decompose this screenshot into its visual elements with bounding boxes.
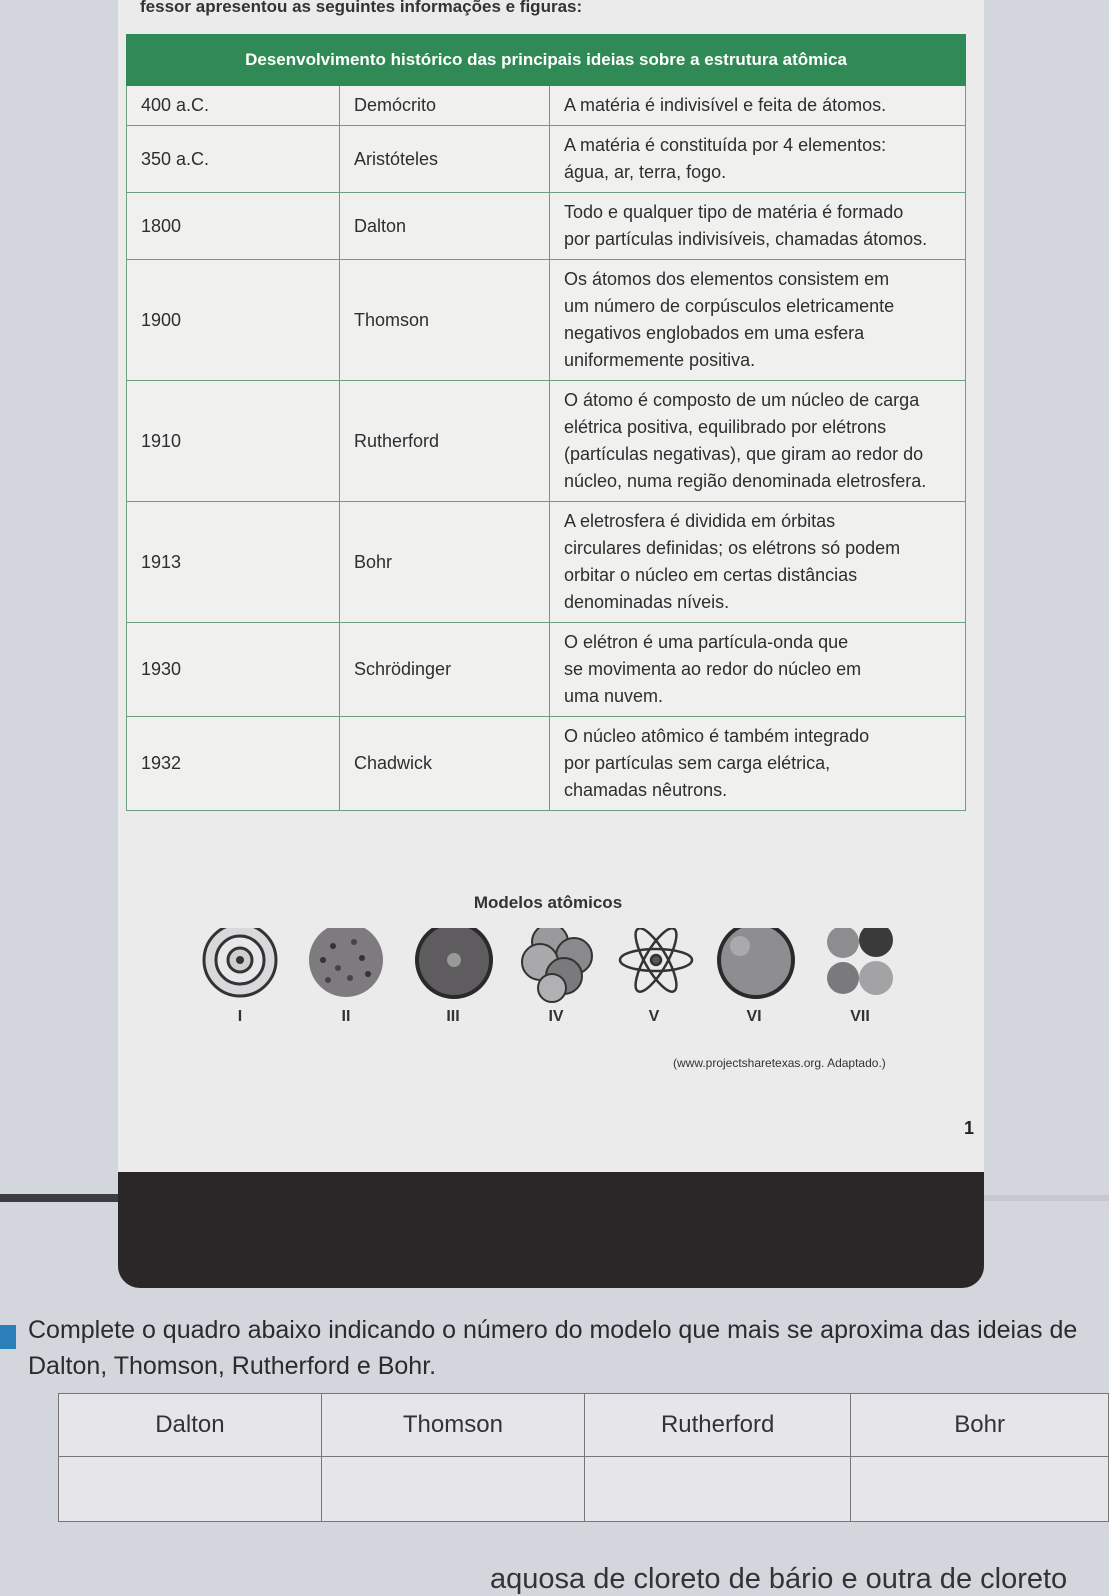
- model-vi-figure: [719, 928, 793, 997]
- row-idea-line: elétrica positiva, equilibrado por elétrons: [564, 417, 887, 437]
- history-table-wrap: [126, 34, 966, 811]
- row-idea-line: O elétron é uma partícula-onda que: [564, 632, 849, 652]
- table-row: [127, 126, 966, 193]
- row-idea: [550, 193, 966, 260]
- background-strip: [0, 1194, 118, 1202]
- row-scientist: Dalton: [340, 193, 550, 260]
- row-idea: [550, 623, 966, 717]
- model-vii-figure: [827, 928, 893, 995]
- row-idea-line: uma nuvem.: [564, 686, 664, 706]
- history-table: [126, 34, 966, 811]
- row-year: 1910: [127, 381, 340, 502]
- row-idea-line: água, ar, terra, fogo.: [564, 162, 727, 182]
- model-label: I: [237, 1008, 243, 1025]
- table-title: Desenvolvimento histórico das principais ideias sobre a estrutura atômica: [127, 35, 966, 86]
- model-iv-figure: [522, 928, 592, 1002]
- row-idea-line: O núcleo atômico é também integrado: [564, 726, 870, 746]
- row-idea-line: um número de corpúsculos eletricamente: [564, 296, 895, 316]
- row-idea-line: orbitar o núcleo em certas distâncias: [564, 565, 858, 585]
- table-row: [127, 86, 966, 126]
- row-year: 400 a.C.: [127, 86, 340, 126]
- model-label: III: [446, 1008, 460, 1025]
- answer-header-thomson: Thomson: [321, 1394, 584, 1457]
- table-row: [127, 717, 966, 811]
- row-idea-line: Os átomos dos elementos consistem em: [564, 269, 890, 289]
- answer-header-dalton: Dalton: [59, 1394, 322, 1457]
- row-scientist: Demócrito: [340, 86, 550, 126]
- row-idea-line: por partículas indivisíveis, chamadas átomos.: [564, 229, 928, 249]
- row-idea-line: uniformemente positiva.: [564, 350, 756, 370]
- row-idea: [550, 381, 966, 502]
- row-idea: [550, 502, 966, 623]
- model-label: VI: [746, 1008, 762, 1025]
- model-i-figure: [204, 928, 276, 996]
- history-table-body: [127, 86, 966, 811]
- model-label: VII: [850, 1008, 870, 1025]
- row-idea: [550, 260, 966, 381]
- answer-cell-dalton[interactable]: [59, 1457, 322, 1522]
- row-idea-line: circulares definidas; os elétrons só podem: [564, 538, 901, 558]
- table-row: [127, 260, 966, 381]
- background-strip-right: [984, 1195, 1109, 1201]
- figure-source: (www.projectsharetexas.org. Adaptado.): [673, 1056, 886, 1070]
- question-text: Complete o quadro abaixo indicando o número do modelo que mais se aproxima das ideias de Dalton, Thomson, Rutherford e Bohr.: [28, 1316, 1078, 1380]
- row-year: 1913: [127, 502, 340, 623]
- row-scientist: Thomson: [340, 260, 550, 381]
- row-idea-line: se movimenta ao redor do núcleo em: [564, 659, 862, 679]
- model-label: IV: [548, 1008, 564, 1025]
- model-v-figure: [620, 928, 692, 997]
- row-scientist: Bohr: [340, 502, 550, 623]
- model-label: II: [341, 1008, 351, 1025]
- row-idea-line: chamadas nêutrons.: [564, 780, 728, 800]
- answer-header-bohr: Bohr: [851, 1394, 1109, 1457]
- row-idea-line: negativos englobados em uma esfera: [564, 323, 865, 343]
- row-idea-line: A matéria é constituída por 4 elementos:: [564, 135, 887, 155]
- row-idea: [550, 86, 966, 126]
- row-scientist: Schrödinger: [340, 623, 550, 717]
- row-year: 350 a.C.: [127, 126, 340, 193]
- table-row: [127, 193, 966, 260]
- photo-dark-bottom: [118, 1172, 984, 1288]
- textbook-photo: [118, 0, 984, 1288]
- row-scientist: Aristóteles: [340, 126, 550, 193]
- row-year: 1930: [127, 623, 340, 717]
- row-idea-line: A eletrosfera é dividida em órbitas: [564, 511, 836, 531]
- answer-cell-bohr[interactable]: [851, 1457, 1109, 1522]
- row-scientist: Chadwick: [340, 717, 550, 811]
- row-year: 1900: [127, 260, 340, 381]
- row-idea-line: núcleo, numa região denominada eletrosfera.: [564, 471, 927, 491]
- model-iii-figure: [417, 928, 491, 997]
- question-number-marker: [0, 1325, 16, 1349]
- answer-cell-thomson[interactable]: [321, 1457, 584, 1522]
- answer-table: [58, 1393, 1109, 1522]
- intro-text: fessor apresentou as seguintes informações e figuras:: [140, 0, 583, 16]
- row-year: 1800: [127, 193, 340, 260]
- next-question-fragment: aquosa de cloreto de bário e outra de cloreto: [490, 1563, 1068, 1595]
- answer-header-rutherford: Rutherford: [585, 1394, 851, 1457]
- models-title: Modelos atômicos: [473, 893, 623, 912]
- row-idea-line: denominadas níveis.: [564, 592, 730, 612]
- table-row: [127, 623, 966, 717]
- row-idea-line: O átomo é composto de um núcleo de carga: [564, 390, 920, 410]
- row-year: 1932: [127, 717, 340, 811]
- atomic-models-figure: [178, 928, 938, 1058]
- row-idea: [550, 126, 966, 193]
- answer-cell-rutherford[interactable]: [585, 1457, 851, 1522]
- model-ii-figure: [309, 928, 383, 997]
- row-idea-line: (partículas negativas), que giram ao redor do: [564, 444, 924, 464]
- table-row: [127, 502, 966, 623]
- row-idea-line: A matéria é indivisível e feita de átomos.: [564, 95, 887, 115]
- row-idea-line: por partículas sem carga elétrica,: [564, 753, 831, 773]
- model-label: V: [648, 1008, 660, 1025]
- row-scientist: Rutherford: [340, 381, 550, 502]
- page-number: 1: [964, 1118, 975, 1138]
- table-row: [127, 381, 966, 502]
- row-idea-line: Todo e qualquer tipo de matéria é formado: [564, 202, 904, 222]
- row-idea: [550, 717, 966, 811]
